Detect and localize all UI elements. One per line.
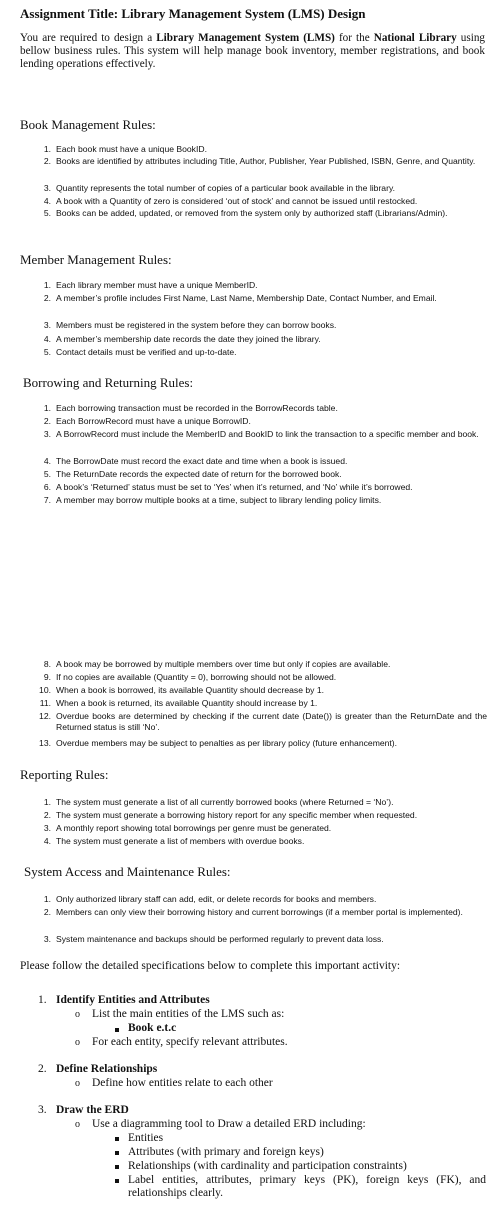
intro-text-3: using bellow business rules. This system will help manage book inventory, member registrations, and book lending operations effectively. bbox=[20, 32, 486, 70]
circle-bullet-icon: o bbox=[75, 1119, 80, 1130]
borrow-rules-heading: Borrowing and Returning Rules: bbox=[23, 375, 194, 390]
list-item: 3. A monthly report showing total borrowings per genre must be generated. bbox=[43, 823, 332, 833]
list-item: 3. A BorrowRecord must include the MemberID and BookID to link the transaction to a specific member and book. bbox=[43, 429, 479, 439]
task-title: Identify Entities and Attributes bbox=[56, 994, 210, 1006]
circle-bullet-icon: o bbox=[75, 1078, 80, 1089]
task-1-subsub: Book e.t.c bbox=[128, 1022, 177, 1034]
list-item: 4. The system must generate a list of members with overdue books. bbox=[43, 836, 305, 846]
task-1-sub-2: For each entity, specify relevant attributes. bbox=[92, 1036, 288, 1048]
list-item: 5. Books can be added, updated, or removed from the system only by authorized staff (Librarians/Admin). bbox=[43, 208, 448, 218]
list-item: 2. A member’s profile includes First Name, Last Name, Membership Date, Contact Number, and Email. bbox=[43, 293, 437, 303]
instructions-paragraph: Please follow the detailed specifications below to complete this important activity: bbox=[20, 960, 401, 972]
list-item: 10. When a book is borrowed, its available Quantity should decrease by 1. bbox=[39, 685, 324, 695]
task-3-subsub-1: Entities bbox=[128, 1132, 164, 1144]
circle-bullet-icon: o bbox=[75, 1037, 80, 1048]
task-3-subsub-4: Label entities, attributes, primary keys (PK), foreign keys (FK), and relationships clearly. bbox=[128, 1174, 486, 1199]
list-item: 2. Members can only view their borrowing history and current borrowings (if a member portal is implemented). bbox=[43, 907, 463, 917]
access-rules-heading: System Access and Maintenance Rules: bbox=[24, 864, 231, 879]
list-item: 2. Books are identified by attributes including Title, Author, Publisher, Year Published, ISBN, Genre, and Quantity. bbox=[43, 156, 476, 166]
circle-bullet-icon: o bbox=[75, 1009, 80, 1020]
book-rules-heading: Book Management Rules: bbox=[20, 117, 156, 132]
square-bullet-icon bbox=[115, 1151, 119, 1155]
list-item: 4. A book with a Quantity of zero is considered ‘out of stock’ and cannot be issued until restocked. bbox=[43, 196, 418, 206]
list-item: 1. Each borrowing transaction must be recorded in the BorrowRecords table. bbox=[43, 403, 338, 413]
list-item: 5. Contact details must be verified and up-to-date. bbox=[43, 347, 237, 357]
list-item: 1. The system must generate a list of all currently borrowed books (where Returned = ‘No’). bbox=[43, 797, 394, 807]
list-item: 1. Each library member must have a unique MemberID. bbox=[43, 280, 258, 290]
list-item: 3. System maintenance and backups should be performed regularly to prevent data loss. bbox=[43, 934, 384, 944]
square-bullet-icon bbox=[115, 1179, 119, 1183]
list-item: 8. A book may be borrowed by multiple members over time but only if copies are available. bbox=[43, 659, 391, 669]
intro-paragraph bbox=[20, 32, 485, 71]
list-item: 2. Each BorrowRecord must have a unique BorrowID. bbox=[43, 416, 251, 426]
list-item: 4. A member’s membership date records the date they joined the library. bbox=[43, 334, 321, 344]
reporting-rules-heading: Reporting Rules: bbox=[20, 767, 109, 782]
task-1-sub-1: List the main entities of the LMS such as: bbox=[92, 1008, 285, 1020]
task-2-sub-1: Define how entities relate to each other bbox=[92, 1077, 273, 1089]
task-3-subsub-2: Attributes (with primary and foreign keys) bbox=[128, 1146, 324, 1158]
task-3-subsub-3: Relationships (with cardinality and participation constraints) bbox=[128, 1160, 407, 1172]
list-item: 3. Members must be registered in the system before they can borrow books. bbox=[43, 320, 337, 330]
task-number: 2. bbox=[38, 1063, 47, 1075]
list-item: 12. Overdue books are determined by checking if the current date (Date()) is greater than the ReturnDate and the Returned status is still ‘No’. bbox=[39, 711, 487, 732]
task-number: 3. bbox=[38, 1104, 47, 1116]
intro-text-2: for the bbox=[334, 32, 374, 44]
member-rules-list bbox=[43, 280, 484, 358]
square-bullet-icon bbox=[115, 1165, 119, 1169]
task-2 bbox=[38, 1063, 158, 1075]
task-3-sub-1: Use a diagramming tool to Draw a detailed ERD including: bbox=[92, 1118, 366, 1130]
list-item: 5. The ReturnDate records the expected date of return for the borrowed book. bbox=[43, 469, 342, 479]
list-item: 1. Only authorized library staff can add, edit, or delete records for books and members. bbox=[43, 894, 377, 904]
list-item: 7. A member may borrow multiple books at a time, subject to library lending policy limits. bbox=[43, 495, 382, 505]
list-item: 13. Overdue members may be subject to penalties as per library policy (future enhancement). bbox=[39, 738, 398, 748]
square-bullet-icon bbox=[115, 1137, 119, 1141]
list-item: 3. Quantity represents the total number of copies of a particular book available in the library. bbox=[43, 183, 395, 193]
task-number: 1. bbox=[38, 994, 47, 1006]
list-item: 2. The system must generate a borrowing history report for any specific member when requested. bbox=[43, 810, 418, 820]
book-rules-list bbox=[43, 144, 484, 219]
intro-bold-library: National Library bbox=[373, 32, 457, 44]
task-3 bbox=[38, 1104, 129, 1116]
list-item: 9. If no copies are available (Quantity = 0), borrowing should not be allowed. bbox=[43, 672, 337, 682]
member-rules-heading: Member Management Rules: bbox=[20, 252, 172, 267]
list-item: 1. Each book must have a unique BookID. bbox=[43, 144, 207, 154]
task-1 bbox=[38, 994, 210, 1006]
intro-text-1: You are required to design a bbox=[20, 32, 157, 44]
intro-bold-lms: Library Management System (LMS) bbox=[156, 32, 335, 44]
assignment-title: Assignment Title: Library Management System (LMS) Design bbox=[20, 6, 366, 21]
access-rules-list bbox=[43, 894, 487, 945]
list-item: 11. When a book is returned, its available Quantity should increase by 1. bbox=[39, 698, 318, 708]
borrow-rules-list bbox=[43, 403, 484, 506]
list-item: 6. A book’s ‘Returned’ status must be set to ‘Yes’ when it’s returned, and ‘No’ while it’s borrowed. bbox=[43, 482, 413, 492]
borrow-rules-list-continued bbox=[39, 659, 487, 749]
square-bullet-icon bbox=[115, 1028, 119, 1032]
reporting-rules-list bbox=[43, 797, 484, 847]
list-item: 4. The BorrowDate must record the exact date and time when a book is issued. bbox=[43, 456, 348, 466]
task-title: Draw the ERD bbox=[56, 1104, 129, 1116]
task-title: Define Relationships bbox=[56, 1063, 158, 1075]
